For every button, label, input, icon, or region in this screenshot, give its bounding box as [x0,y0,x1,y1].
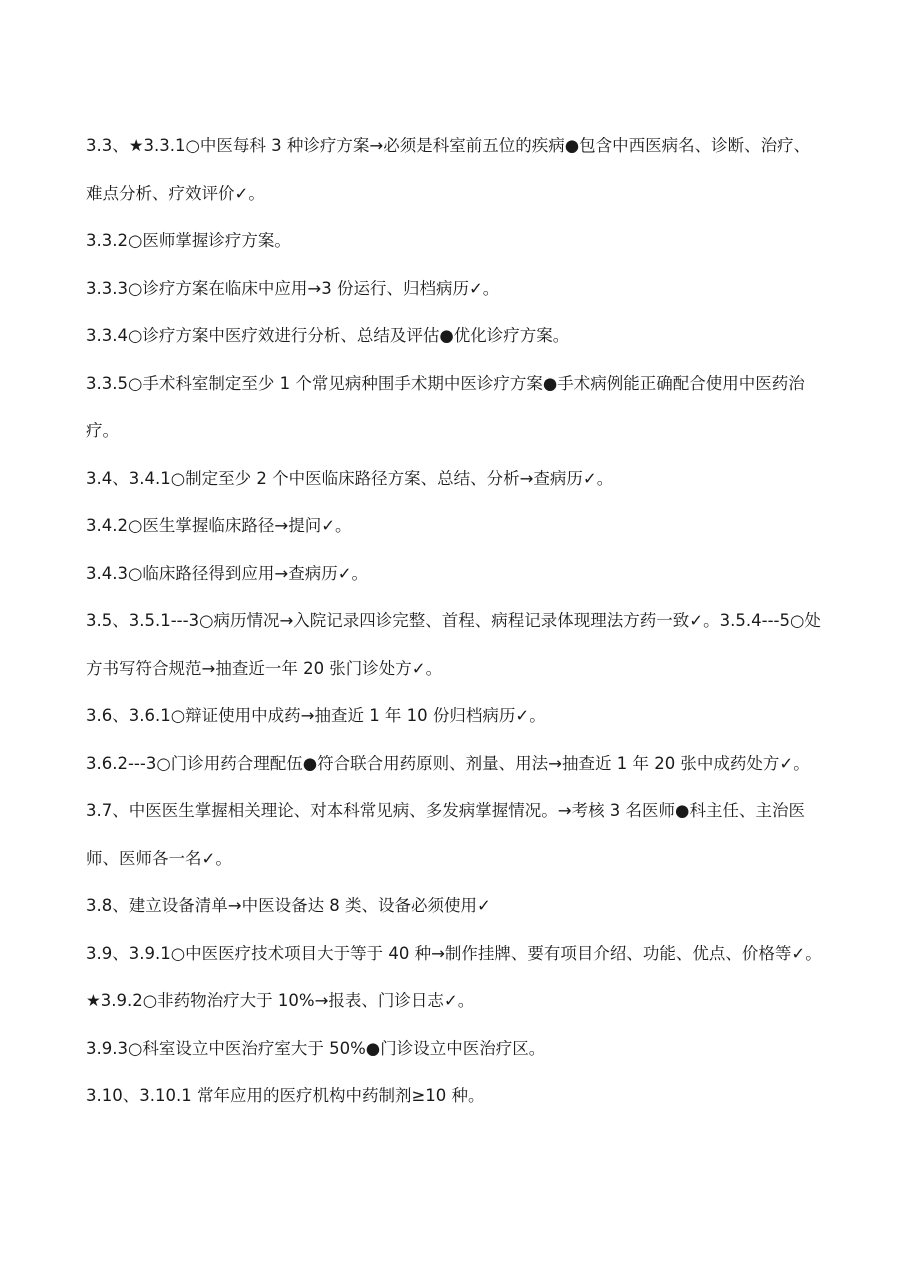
paragraph-3-3-1: 3.3、★3.3.1○中医每科 3 种诊疗方案→必须是科室前五位的疾病●包含中西医病名、诊断、治疗、难点分析、疗效评价✓。 [86,136,811,203]
paragraph-3-6-2: 3.6.2---3○门诊用药合理配伍●符合联合用药原则、剂量、用法→抽查近 1 年 20 张中成药处方✓。 [86,753,810,773]
paragraph-3-6-1: 3.6、3.6.1○辩证使用中成药→抽查近 1 年 10 份归档病历✓。 [86,706,546,725]
paragraph-3-3-3: 3.3.3○诊疗方案在临床中应用→3 份运行、归档病历✓。 [86,278,500,298]
paragraph-3-4-3: 3.4.3○临床路径得到应用→查病历✓。 [86,563,369,583]
paragraph-3-3-5: 3.3.5○手术科室制定至少 1 个常见病种围手术期中医诊疗方案●手术病例能正确配合使用中医药治疗。 [86,373,805,440]
paragraph-3-4-1: 3.4、3.4.1○制定至少 2 个中医临床路径方案、总结、分析→查病历✓。 [86,468,614,488]
paragraph-3-3-2: 3.3.2○医师掌握诊疗方案。 [86,231,291,250]
paragraph-3-3-4: 3.3.4○诊疗方案中医疗效进行分析、总结及评估●优化诊疗方案。 [86,326,570,345]
paragraph-3-4-2: 3.4.2○医生掌握临床路径→提问✓。 [86,516,352,535]
paragraph-3-5: 3.5、3.5.1---3○病历情况→入院记录四诊完整、首程、病程记录体现理法方药一致✓。3.5.4---5○处方书写符合规范→抽查近一年 20 张门诊处方✓。 [86,611,821,678]
paragraph-3-8: 3.8、建立设备清单→中医设备达 8 类、设备必须使用✓ [86,896,491,915]
paragraph-3-7: 3.7、中医医生掌握相关理论、对本科常见病、多发病掌握情况。→考核 3 名医师●科主任、主治医师、医师各一名✓。 [86,801,805,868]
paragraph-3-9-2: ★3.9.2○非药物治疗大于 10%→报表、门诊日志✓。 [86,991,475,1010]
paragraph-3-9-1: 3.9、3.9.1○中医医疗技术项目大于等于 40 种→制作挂牌、要有项目介绍、功能、优点、价格等✓。 [86,943,822,963]
document-body [86,122,826,1120]
paragraph-3-9-3: 3.9.3○科室设立中医治疗室大于 50%●门诊设立中医治疗区。 [86,1038,546,1058]
paragraph-3-10-1: 3.10、3.10.1 常年应用的医疗机构中药制剂≥10 种。 [86,1086,485,1105]
